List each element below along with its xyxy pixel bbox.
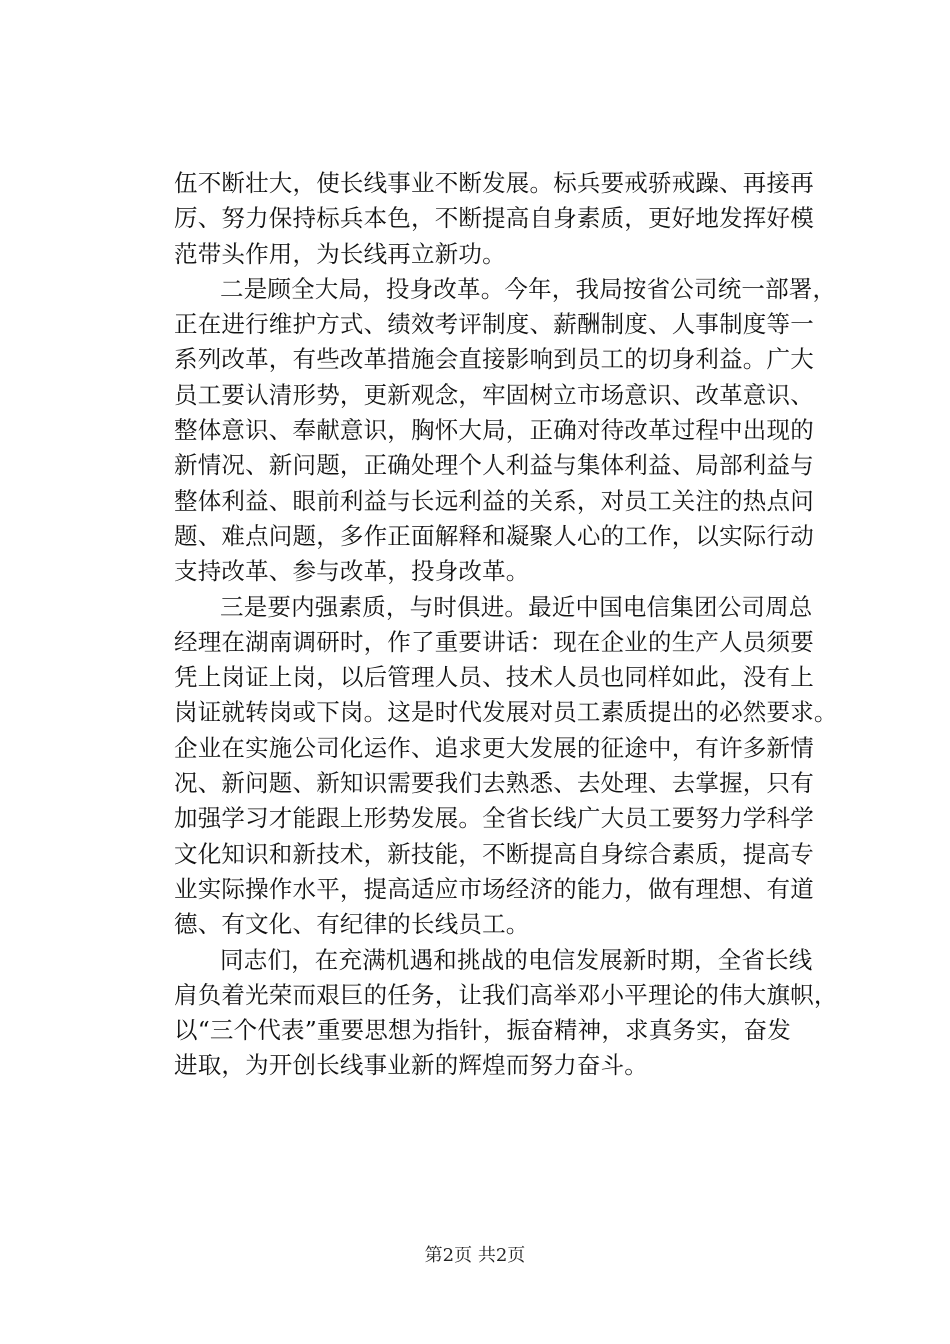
text-line: 伍不断壮大，使长线事业不断发展。标兵要戒骄戒躁、再接再 xyxy=(174,169,814,197)
text-line: 德、有文化、有纪律的长线员工。 xyxy=(174,910,530,939)
text-line: 以“三个代表”重要思想为指针，振奋精神，求真务实，奋发 xyxy=(174,1016,791,1045)
text-line: 新情况、新问题，正确处理个人利益与集体利益、局部利益与 xyxy=(174,451,814,480)
text-line: 肩负着光荣而艰巨的任务，让我们高举邓小平理论的伟大旗帜， xyxy=(174,980,838,1009)
text-line: 整体意识、奉献意识，胸怀大局，正确对待改革过程中出现的 xyxy=(174,416,814,445)
text-line: 正在进行维护方式、绩效考评制度、薪酬制度、人事制度等一 xyxy=(174,310,814,339)
paragraph-start-line: 二是顾全大局，投身改革。今年，我局按省公司统一部署， xyxy=(220,274,837,303)
text-line: 岗证就转岗或下岗。这是时代发展对员工素质提出的必然要求。 xyxy=(174,698,838,727)
text-line: 系列改革，有些改革措施会直接影响到员工的切身利益。广大 xyxy=(174,345,814,374)
text-line: 加强学习才能跟上形势发展。全省长线广大员工要努力学科学 xyxy=(174,804,814,833)
text-line: 整体利益、眼前利益与长远利益的关系，对员工关注的热点问 xyxy=(174,486,814,515)
paragraph-start-line: 同志们，在充满机遇和挑战的电信发展新时期，全省长线 xyxy=(220,945,813,974)
body-text xyxy=(174,166,864,1084)
page-footer: 第2页 共2页 xyxy=(424,1245,526,1266)
text-line: 业实际操作水平，提高适应市场经济的能力，做有理想、有道 xyxy=(174,874,814,903)
text-line: 企业在实施公司化运作、追求更大发展的征途中，有许多新情 xyxy=(174,733,814,762)
text-line: 支持改革、参与改革，投身改革。 xyxy=(174,557,530,586)
text-line: 范带头作用，为长线再立新功。 xyxy=(174,239,506,268)
text-line: 进取，为开创长线事业新的辉煌而努力奋斗。 xyxy=(174,1051,648,1080)
text-line: 题、难点问题，多作正面解释和凝聚人心的工作，以实际行动 xyxy=(174,521,814,550)
text-line: 厉、努力保持标兵本色，不断提高自身素质，更好地发挥好模 xyxy=(174,204,814,233)
paragraph-start-line: 三是要内强素质，与时俱进。最近中国电信集团公司周总 xyxy=(220,592,813,621)
text-line: 文化知识和新技术，新技能，不断提高自身综合素质，提高专 xyxy=(174,839,814,868)
text-line: 凭上岗证上岗，以后管理人员、技术人员也同样如此，没有上 xyxy=(174,663,814,692)
text-line: 员工要认清形势，更新观念，牢固树立市场意识、改革意识、 xyxy=(174,380,814,409)
text-line: 经理在湖南调研时，作了重要讲话：现在企业的生产人员须要 xyxy=(174,627,814,656)
text-line: 况、新问题、新知识需要我们去熟悉、去处理、去掌握，只有 xyxy=(174,769,814,798)
